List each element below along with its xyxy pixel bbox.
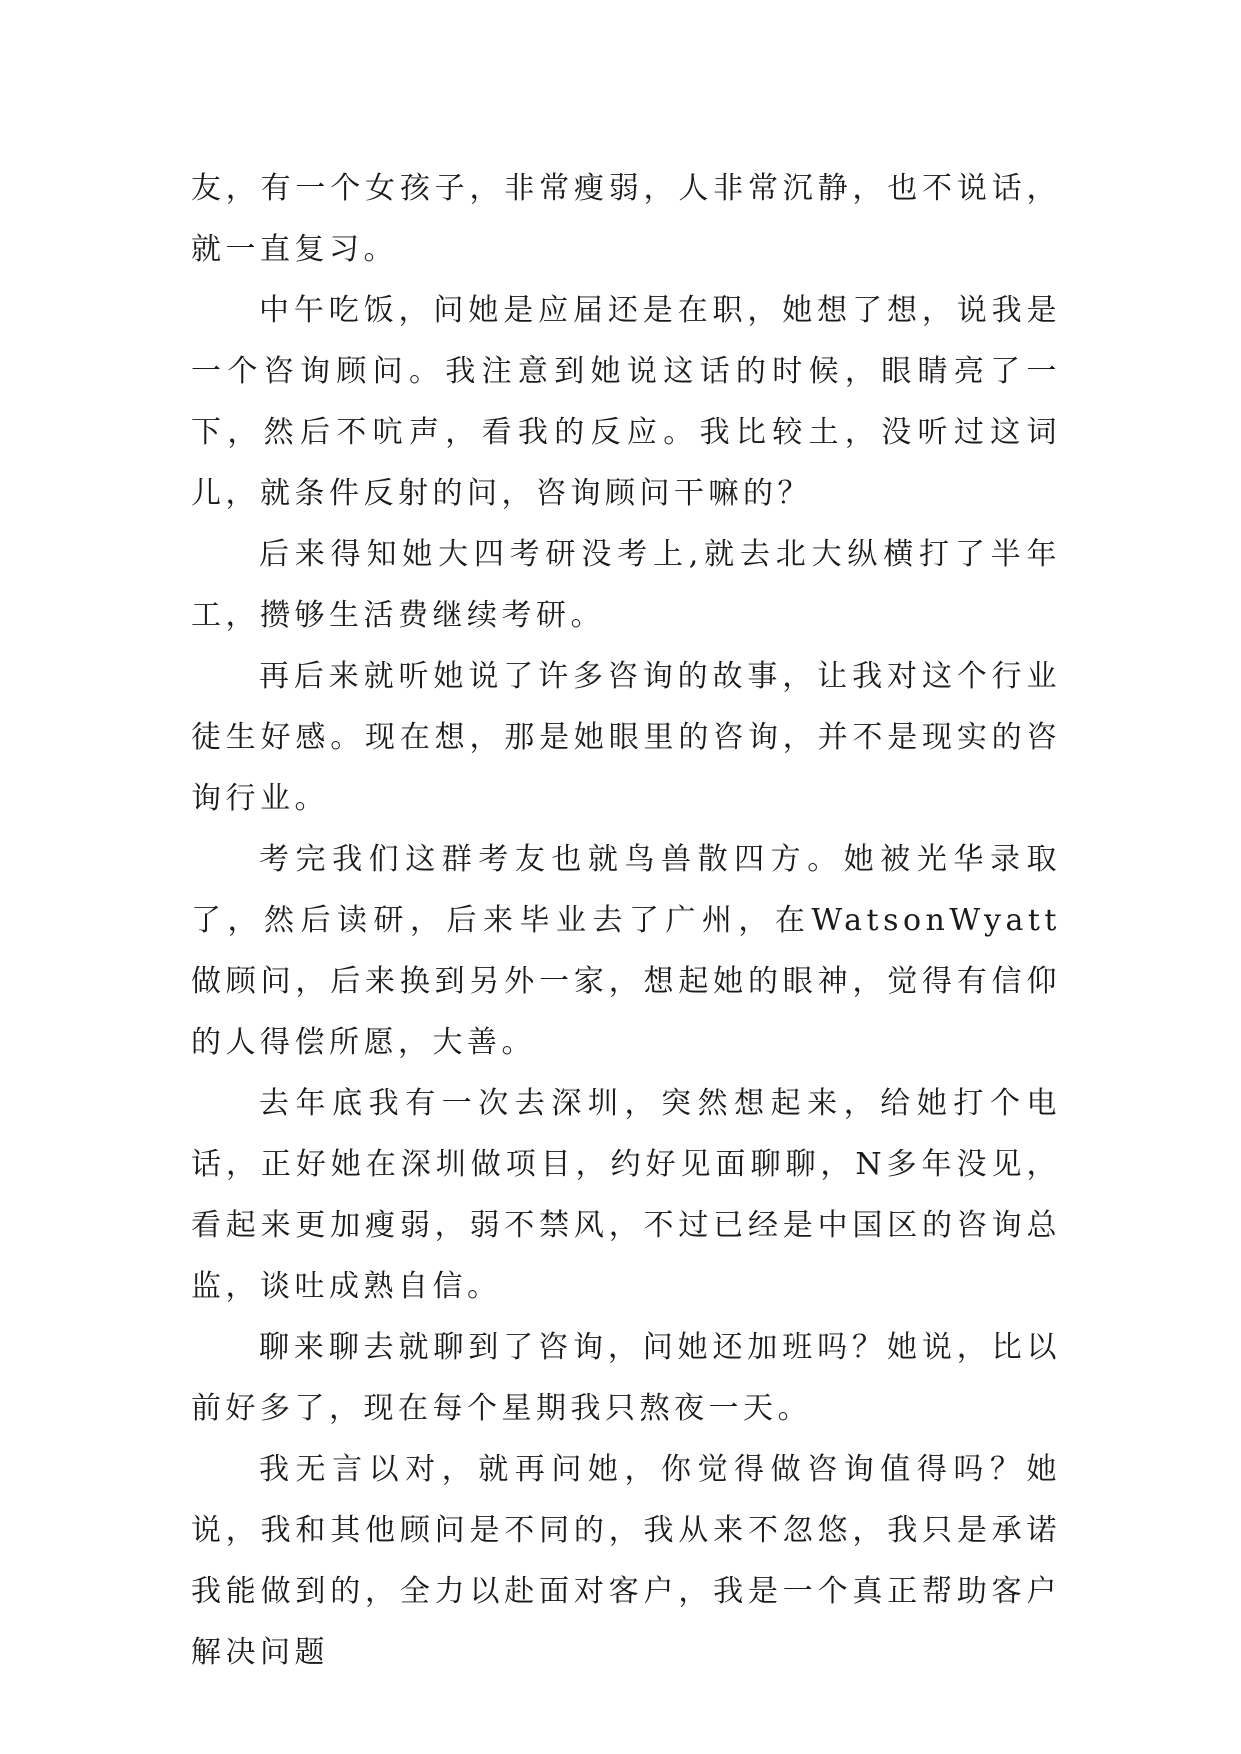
paragraph-3: 后来得知她大四考研没考上,就去北大纵横打了半年工，攒够生活费继续考研。 [191, 537, 1061, 633]
paragraph-1: 友，有一个女孩子，非常瘦弱，人非常沉静，也不说话，就一直复习。 [191, 171, 1061, 267]
paragraph-4: 再后来就听她说了许多咨询的故事，让我对这个行业徒生好感。现在想，那是她眼里的咨询，并不是现实的咨询行业。 [191, 659, 1061, 816]
paragraph-7: 聊来聊去就聊到了咨询，问她还加班吗？她说，比以前好多了，现在每个星期我只熬夜一天。 [191, 1330, 1061, 1426]
paragraph-5: 考完我们这群考友也就鸟兽散四方。她被光华录取了，然后读研，后来毕业去了广州，在WatsonWyatt做顾问，后来换到另外一家，想起她的眼神，觉得有信仰的人得偿所愿，大善。 [191, 842, 1061, 1060]
paragraph-8: 我无言以对，就再问她，你觉得做咨询值得吗？她说，我和其他顾问是不同的，我从来不忽悠，我只是承诺我能做到的，全力以赴面对客户，我是一个真正帮助客户解决问题 [191, 1452, 1061, 1670]
paragraph-6: 去年底我有一次去深圳，突然想起来，给她打个电话，正好她在深圳做项目，约好见面聊聊，N多年没见，看起来更加瘦弱，弱不禁风，不过已经是中国区的咨询总监，谈吐成熟自信。 [191, 1086, 1061, 1304]
document-body [191, 158, 1061, 1683]
paragraph-2: 中午吃饭，问她是应届还是在职，她想了想，说我是一个咨询顾问。我注意到她说这话的时候，眼睛亮了一下，然后不吭声，看我的反应。我比较土，没听过这词儿，就条件反射的问，咨询顾问干嘛的？ [191, 293, 1061, 511]
